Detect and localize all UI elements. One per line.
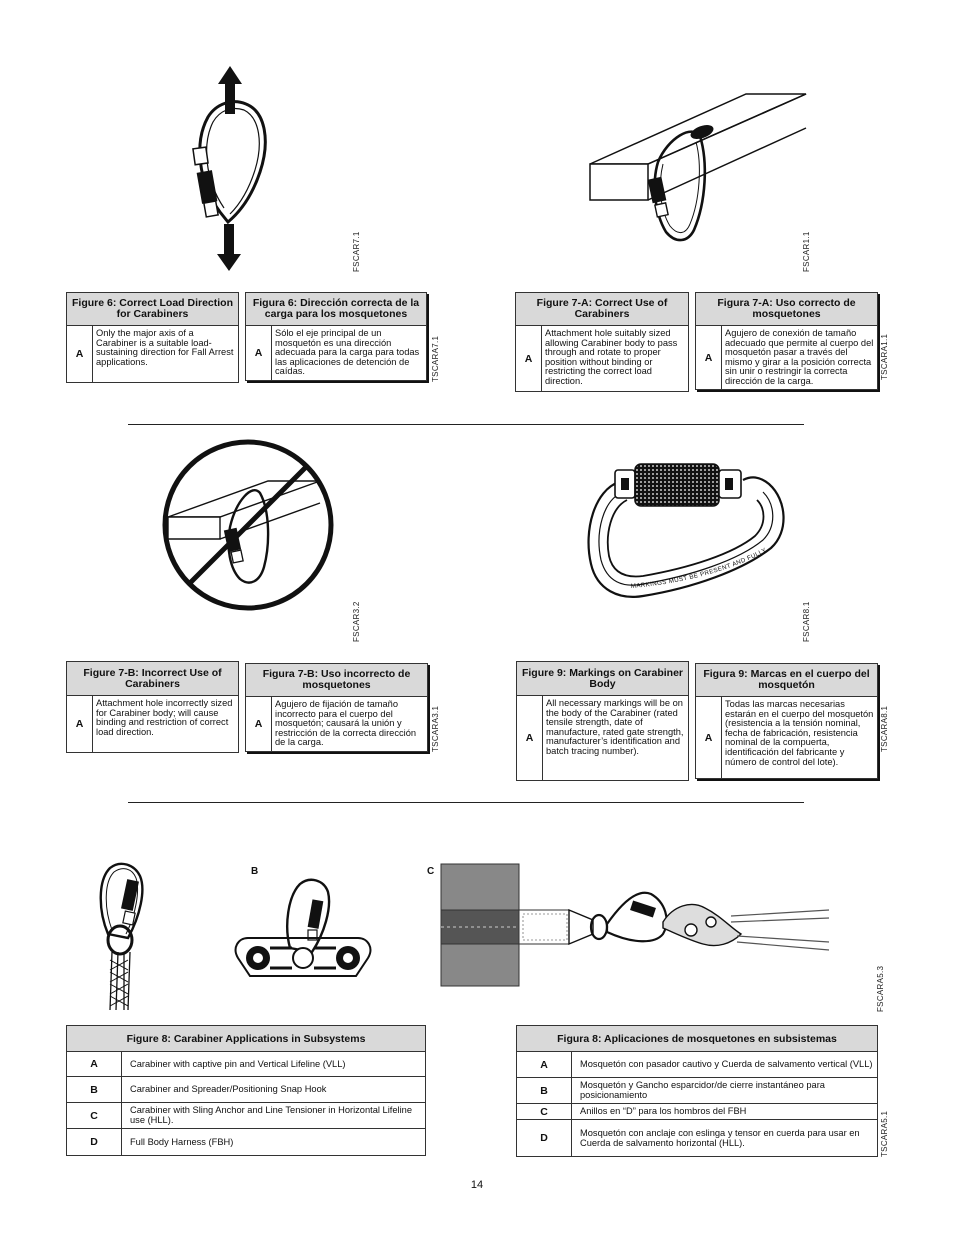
row-letter: A bbox=[517, 696, 543, 780]
figure-6-table-en bbox=[66, 292, 239, 383]
row-letter: A bbox=[67, 326, 93, 382]
figure-8b-spreader-snaphook-illustration bbox=[228, 876, 378, 996]
table-title: Figura 8: Aplicaciones de mosquetones en subsistemas bbox=[517, 1026, 877, 1052]
row-letter: A bbox=[67, 1052, 122, 1076]
row-letter: A bbox=[246, 326, 272, 380]
table-title: Figure 6: Correct Load Direction for Carabiners bbox=[67, 293, 238, 326]
figure-9-markings-illustration bbox=[580, 455, 789, 606]
figure-8b-label: B bbox=[251, 866, 259, 877]
figure-6-code: FSCAR7.1 bbox=[352, 231, 361, 272]
row-text: Agujero de conexión de tamaño adecuado que permite al cuerpo del mosquetón pasar a través del mismo y girar a la posición correcta sin unir o restringir la correcta dirección de la carga. bbox=[725, 328, 874, 386]
row-text: Attachment hole suitably sized allowing Carabiner body to pass through and rotate to proper position without binding or restricting the correct load direction. bbox=[545, 328, 678, 386]
figure-6-table-code: TSCARA7.1 bbox=[431, 335, 440, 382]
row-letter: A bbox=[246, 697, 272, 751]
row-text: Only the major axis of a Carabiner is a suitable load-sustaining direction for Fall Arrest applications. bbox=[96, 328, 234, 367]
figure-7b-table-en bbox=[66, 661, 239, 753]
row-text: All necessary markings will be on the body of the Carabiner (rated tensile strength, date of manufacture, rated gate strength, manufacturer’s identification and batch tracing number). bbox=[546, 698, 684, 756]
row-letter: D bbox=[67, 1129, 122, 1155]
figure-6-table-es bbox=[245, 292, 427, 381]
row-letter: B bbox=[517, 1078, 572, 1103]
table-row bbox=[517, 1078, 877, 1104]
table-row bbox=[67, 1052, 425, 1077]
row-letter: A bbox=[516, 326, 542, 391]
figure-8c-hll-illustration bbox=[441, 864, 831, 986]
figure-9-table-code: TSCARA8.1 bbox=[880, 705, 889, 752]
table-title: Figura 9: Marcas en el cuerpo del mosquetón bbox=[696, 664, 877, 697]
table-row bbox=[517, 1052, 877, 1078]
table-row bbox=[517, 1120, 877, 1156]
figure-9-code: FSCAR8.1 bbox=[802, 601, 811, 642]
section-divider bbox=[128, 424, 804, 425]
section-divider bbox=[128, 802, 804, 803]
row-letter: C bbox=[517, 1104, 572, 1119]
figure-9-table-en bbox=[516, 661, 689, 781]
table-title: Figure 7-A: Correct Use of Carabiners bbox=[516, 293, 688, 326]
row-text: Sólo el eje principal de un mosquetón es una dirección adecuada para la carga para todas las aplicaciones de detención de caídas. bbox=[275, 328, 420, 377]
table-title: Figura 7-B: Uso incorrecto de mosquetones bbox=[246, 664, 427, 697]
table-row bbox=[517, 1104, 877, 1120]
figure-8-table-en bbox=[66, 1025, 426, 1156]
row-letter: B bbox=[67, 1077, 122, 1102]
table-title: Figura 7-A: Uso correcto de mosquetones bbox=[696, 293, 877, 326]
row-letter: A bbox=[696, 697, 722, 778]
row-letter: A bbox=[517, 1052, 572, 1077]
carabiner-marking-text: MARKINGS MUST BE PRESENT AND FULLY LEGIBLE bbox=[580, 455, 770, 591]
row-text: Anillos en “D” para los hombros del FBH bbox=[580, 1106, 747, 1117]
table-title: Figure 8: Carabiner Applications in Subsystems bbox=[67, 1026, 425, 1052]
figure-7b-incorrect-use-illustration bbox=[160, 437, 336, 613]
row-text: Mosquetón con anclaje con eslinga y tensor en cuerda para usar en Cuerda de salvamento horizontal (HLL). bbox=[580, 1127, 860, 1148]
table-row bbox=[67, 1077, 425, 1103]
figure-7a-table-es bbox=[695, 292, 878, 390]
figure-7b-table-code: TSCARA3.1 bbox=[431, 705, 440, 752]
row-text: Agujero de fijación de tamaño incorrecto para el cuerpo del mosquetón; causará la unión y restricción de la correcta dirección de la carga. bbox=[275, 699, 417, 748]
row-text: Mosquetón con pasador cautivo y Cuerda de salvamento vertical (VLL) bbox=[580, 1059, 873, 1070]
row-text: Attachment hole incorrectly sized for Carabiner body; will cause binding and restriction of correct load direction. bbox=[96, 698, 233, 737]
page-number: 14 bbox=[470, 1179, 484, 1191]
row-letter: C bbox=[67, 1103, 122, 1128]
figure-8-table-code: TSCARA5.1 bbox=[880, 1110, 889, 1157]
figure-7a-table-en bbox=[515, 292, 689, 392]
figure-7a-carabiner-illustration bbox=[588, 92, 808, 252]
row-letter: D bbox=[517, 1120, 572, 1156]
row-text: Todas las marcas necesarias estarán en el cuerpo del mosquetón (resistencia a la tensión nominal, fecha de fabricación, resistencia nominal de la compuerta, identificación del fabricante y número de control del lote). bbox=[725, 699, 874, 767]
figure-7b-code: FSCAR3.2 bbox=[352, 601, 361, 642]
table-row bbox=[67, 1129, 425, 1155]
figure-9-table-es bbox=[695, 663, 878, 779]
figure-8a-carabiner-vll-illustration bbox=[94, 860, 154, 1015]
row-text: Carabiner and Spreader/Positioning Snap Hook bbox=[130, 1084, 327, 1095]
row-text: Mosquetón y Gancho esparcidor/de cierre instantáneo para posicionamiento bbox=[580, 1080, 825, 1100]
figure-7a-code: FSCAR1.1 bbox=[802, 231, 811, 272]
row-text: Carabiner with Sling Anchor and Line Tensioner in Horizontal Lifeline use (HLL). bbox=[130, 1105, 413, 1125]
table-title: Figure 7-B: Incorrect Use of Carabiners bbox=[67, 662, 238, 696]
figure-8c-label: C bbox=[427, 866, 435, 877]
figure-7b-table-es bbox=[245, 663, 428, 752]
table-row bbox=[67, 1103, 425, 1129]
row-text: Carabiner with captive pin and Vertical Lifeline (VLL) bbox=[130, 1058, 346, 1069]
figure-8-code: FSCARA5.3 bbox=[876, 965, 885, 1012]
figure-6-carabiner-illustration bbox=[180, 62, 290, 274]
table-title: Figura 6: Dirección correcta de la carga para los mosquetones bbox=[246, 293, 426, 326]
row-letter: A bbox=[67, 696, 93, 752]
table-title: Figure 9: Markings on Carabiner Body bbox=[517, 662, 688, 696]
figure-8-table-es bbox=[516, 1025, 878, 1157]
row-text: Full Body Harness (FBH) bbox=[130, 1136, 234, 1147]
row-letter: A bbox=[696, 326, 722, 389]
figure-7a-table-code: TSCARA1.1 bbox=[880, 333, 889, 380]
